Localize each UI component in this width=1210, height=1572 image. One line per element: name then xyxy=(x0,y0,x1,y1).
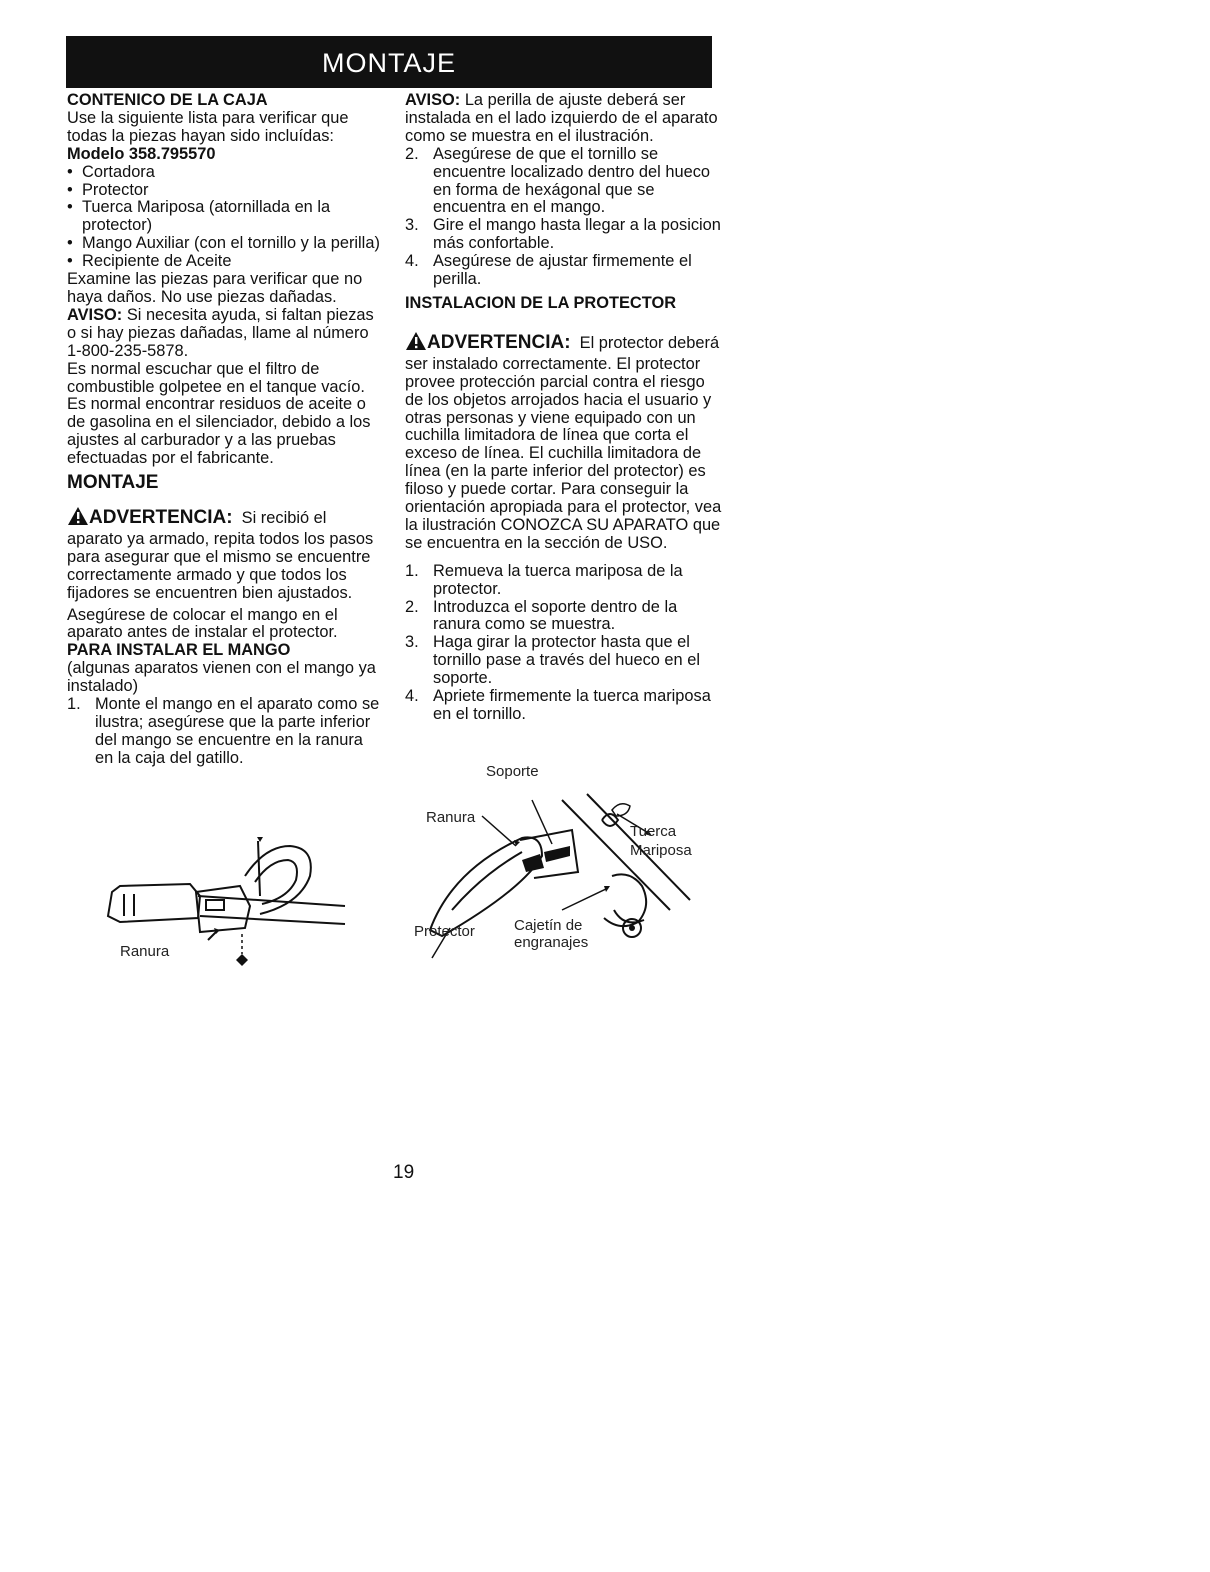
list-item: 4. Asegúrese de ajustar firmemente el perilla. xyxy=(405,252,692,289)
box-contents-intro: Use la siguiente lista para verificar que todas la piezas hayan sido incluídas: xyxy=(67,108,349,145)
box-contents-heading: CONTENICO DE LA CAJA xyxy=(67,91,268,109)
aviso-paragraph xyxy=(405,92,725,146)
list-item: 1. Remueva la tuerca mariposa de la protector. xyxy=(405,561,683,598)
normal-filter-text: Es normal escuchar que el filtro de combustible golpetee en el tanque vacío. xyxy=(67,359,365,396)
figure-label-ranura: Ranura xyxy=(426,809,476,826)
figure-label-ranura: Ranura xyxy=(120,943,170,960)
warning-paragraph xyxy=(405,331,725,553)
banner-title: MONTAJE xyxy=(322,48,456,78)
list-item: • Recipiente de Aceite xyxy=(67,253,385,271)
page-number: 19 xyxy=(393,1162,415,1183)
model-number: Modelo 358.795570 xyxy=(67,144,216,163)
install-handle-heading: PARA INSTALAR EL MANGO xyxy=(67,641,291,660)
figure-label-protector: Protector xyxy=(414,923,475,940)
aviso-text: Si necesita ayuda, si faltan piezas o si hay piezas dañadas, llame al número 1-800-235-5878. xyxy=(67,305,374,360)
contents-list xyxy=(67,164,385,271)
aviso-label: AVISO: xyxy=(405,91,461,109)
list-item: 3. Haga girar la protector hasta que el tornillo pase a través del hueco en el soporte. xyxy=(405,633,700,688)
aviso-label: AVISO: xyxy=(67,305,123,324)
left-column xyxy=(67,92,385,768)
montaje-heading: MONTAJE xyxy=(67,472,159,494)
figure-label-cajetin: Cajetín de xyxy=(514,917,583,934)
install-protector-heading: INSTALACION DE LA PROTECTOR xyxy=(405,293,677,312)
list-item: • Cortadora xyxy=(67,164,385,182)
warning-label: ADVERTENCIA: xyxy=(89,507,233,529)
warning-text: Si recibió el aparato ya armado, repita todos los pasos para asegurar que el mismo se encuentre correctamente armado y que todos los fijadores se encuentren bien ajustados. xyxy=(67,509,374,602)
figure-label-mariposa: Mariposa xyxy=(630,842,692,859)
protector-illustration xyxy=(412,760,712,960)
handle-illustration xyxy=(100,836,360,976)
warning-text: El protector deberá ser instalado correctamente. El protector provee protección parcial contra el riesgo de los objetos arrojados hacia el usuario y otras personas y viene equipado con un cuchilla limitadora de línea que corta el exceso de línea. El cuchilla limitadora de línea (en la parte inferior del protector) es filoso y puede cortar. Para conseguir la orientación apropiada para el protector, vea la ilustración CONOZCA SU APARATO que se encuentra en la sección de USO. xyxy=(405,333,722,552)
handle-steps xyxy=(67,696,385,768)
asegurese-text: Asegúrese de colocar el mango en el aparato antes de instalar el protector. xyxy=(67,605,338,642)
warning-triangle-icon xyxy=(67,506,89,531)
list-item: • Protector xyxy=(67,182,385,200)
list-item: • Mango Auxiliar (con el tornillo y la perilla) xyxy=(67,235,385,253)
list-item: 2. Asegúrese de que el tornillo se encuentre localizado dentro del hueco en forma de hexágonal que se encuentra en el mango. xyxy=(405,144,711,217)
examine-text: Examine las piezas para verificar que no haya daños. No use piezas dañadas. xyxy=(67,270,363,306)
aviso-text: La perilla de ajuste deberá ser instalada en el lado izquierdo de el aparato como se muestra en el ilustración. xyxy=(405,91,718,145)
section-banner xyxy=(66,36,712,88)
list-item: • Tuerca Mariposa (atornillada en la protector) xyxy=(67,199,385,235)
handle-steps-continued xyxy=(405,146,725,289)
warning-label: ADVERTENCIA: xyxy=(427,331,571,353)
figure-label-tuerca: Tuerca xyxy=(630,823,677,840)
list-item: 3. Gire el mango hasta llegar a la posicion más confortable. xyxy=(405,216,721,253)
aviso-paragraph xyxy=(67,307,385,361)
warning-triangle-icon xyxy=(405,331,427,356)
list-item: 2. Introduzca el soporte dentro de la ranura como se muestra. xyxy=(405,597,678,634)
normal-residue-text: Es normal encontrar residuos de aceite o de gasolina en el silenciador, debido a los ajustes al carburador y a las pruebas efectuadas por el fabricante. xyxy=(67,395,371,468)
list-item: 4. Apriete firmemente la tuerca mariposa en el tornillo. xyxy=(405,687,711,723)
install-handle-note: (algunas aparatos vienen con el mango ya instalado) xyxy=(67,659,376,696)
protector-steps xyxy=(405,563,725,724)
warning-paragraph xyxy=(67,506,385,603)
right-column xyxy=(405,92,725,724)
figure-label-engranajes: engranajes xyxy=(514,934,589,951)
list-item: 1. Monte el mango en el aparato como se ilustra; asegúrese que la parte inferior del mango se encuentre en la ranura en la caja del gatillo. xyxy=(67,695,380,767)
figure-label-soporte: Soporte xyxy=(486,763,539,780)
